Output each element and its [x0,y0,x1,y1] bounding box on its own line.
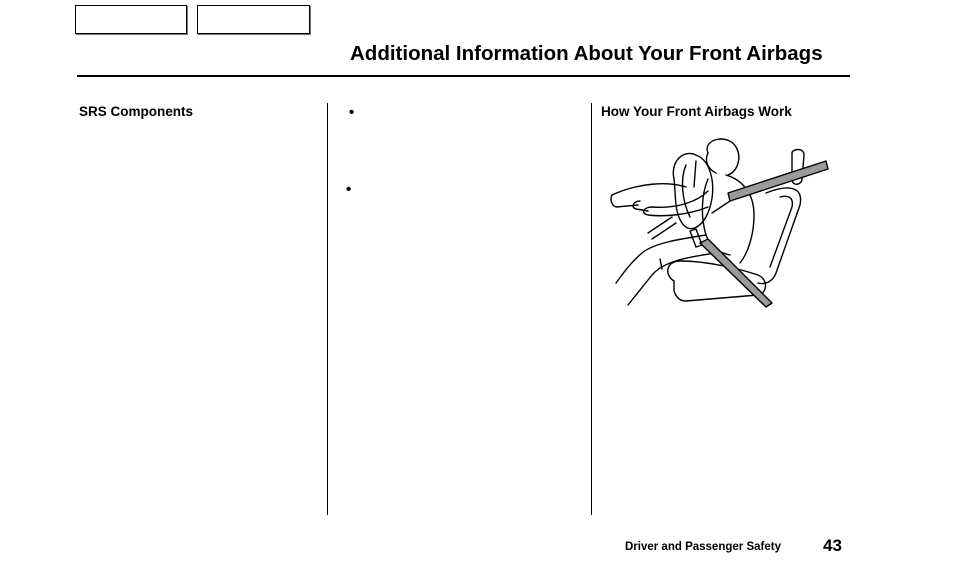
srs-components-heading: SRS Components [79,104,194,119]
bullet-marker: • [346,181,352,198]
column-divider-left [327,103,328,515]
page-title: Additional Information About Your Front Airbags [350,42,823,65]
footer-section-title: Driver and Passenger Safety [625,541,781,553]
bullet-marker: • [349,104,355,121]
how-airbags-work-heading: How Your Front Airbags Work [601,104,792,119]
nav-previous-button[interactable] [75,5,187,34]
page-number: 43 [823,536,842,555]
title-divider [77,75,850,77]
airbag-deployment-illustration [608,135,832,315]
nav-next-button[interactable] [197,5,310,34]
column-divider-right [591,103,592,515]
